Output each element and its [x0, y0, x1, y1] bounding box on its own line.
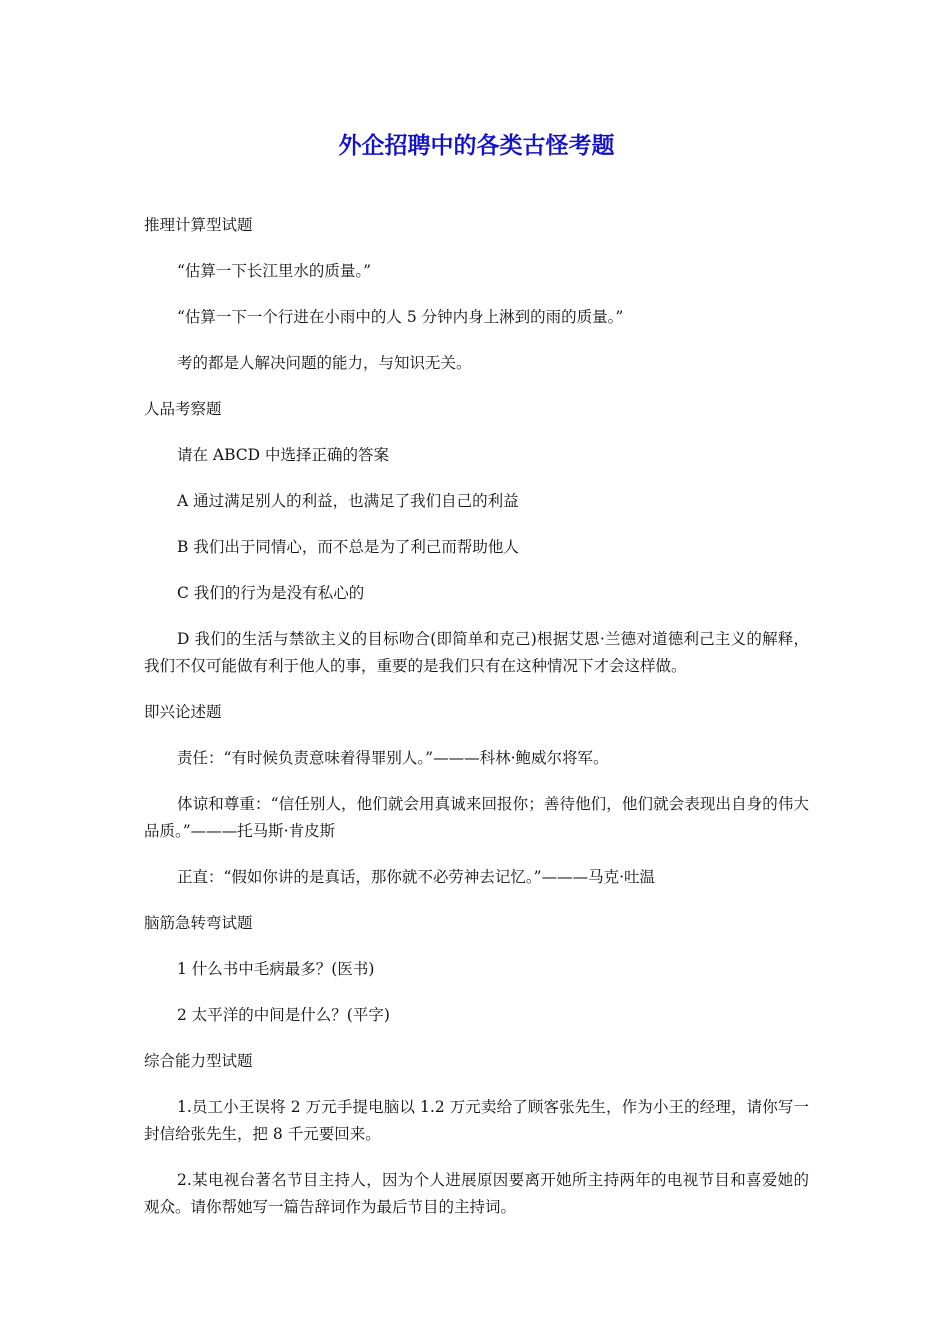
- section-heading: 脑筋急转弯试题: [144, 914, 253, 932]
- section-impromptu: [144, 699, 809, 891]
- paragraph: “估算一下一个行进在小雨中的人 5 分钟内身上淋到的雨的质量。”: [177, 308, 624, 326]
- quote-paragraph: 责任：“有时候负责意味着得罪别人。”———科林·鲍威尔将军。: [177, 749, 609, 767]
- option-b: B 我们出于同情心，而不总是为了利己而帮助他人: [177, 538, 519, 556]
- paragraph: 请在 ABCD 中选择正确的答案: [177, 446, 390, 464]
- quote-paragraph: 体谅和尊重：“信任别人，他们就会用真诚来回报你；善待他们，他们就会表现出自身的伟大品质。”———托马斯·肯皮斯: [144, 795, 809, 840]
- option-d: D 我们的生活与禁欲主义的目标吻合(即简单和克己)根据艾恩·兰德对道德利己主义的解释，我们不仅可能做有利于他人的事，重要的是我们只有在这种情况下才会这样做。: [144, 630, 809, 675]
- riddle-paragraph: 1 什么书中毛病最多？(医书): [177, 960, 375, 978]
- section-heading: 即兴论述题: [144, 703, 222, 721]
- task-paragraph: 1.员工小王误将 2 万元手提电脑以 1.2 万元卖给了顾客张先生，作为小王的经理，请你写一封信给张先生，把 8 千元要回来。: [144, 1098, 809, 1143]
- paragraph: 考的都是人解决问题的能力，与知识无关。: [177, 354, 472, 372]
- option-a: A 通过满足别人的利益，也满足了我们自己的利益: [177, 492, 519, 510]
- section-comprehensive: [144, 1048, 809, 1221]
- option-c: C 我们的行为是没有私心的: [177, 584, 365, 602]
- quote-paragraph: 正直：“假如你讲的是真话，那你就不必劳神去记忆。”———马克·吐温: [177, 868, 656, 886]
- task-paragraph: 2.某电视台著名节目主持人，因为个人进展原因要离开她所主持两年的电视节目和喜爱她的观众。请你帮她写一篇告辞词作为最后节目的主持词。: [144, 1171, 809, 1216]
- section-heading: 推理计算型试题: [144, 216, 253, 234]
- document-body: [144, 212, 809, 1240]
- section-heading: 人品考察题: [144, 400, 222, 418]
- section-character: [144, 396, 809, 680]
- section-brain-teaser: [144, 910, 809, 1029]
- riddle-paragraph: 2 太平洋的中间是什么？(平字): [177, 1006, 390, 1024]
- section-heading: 综合能力型试题: [144, 1052, 253, 1070]
- document-title: 外企招聘中的各类古怪考题: [338, 132, 615, 159]
- paragraph: “估算一下长江里水的质量。”: [177, 262, 372, 280]
- section-reasoning: [144, 212, 809, 377]
